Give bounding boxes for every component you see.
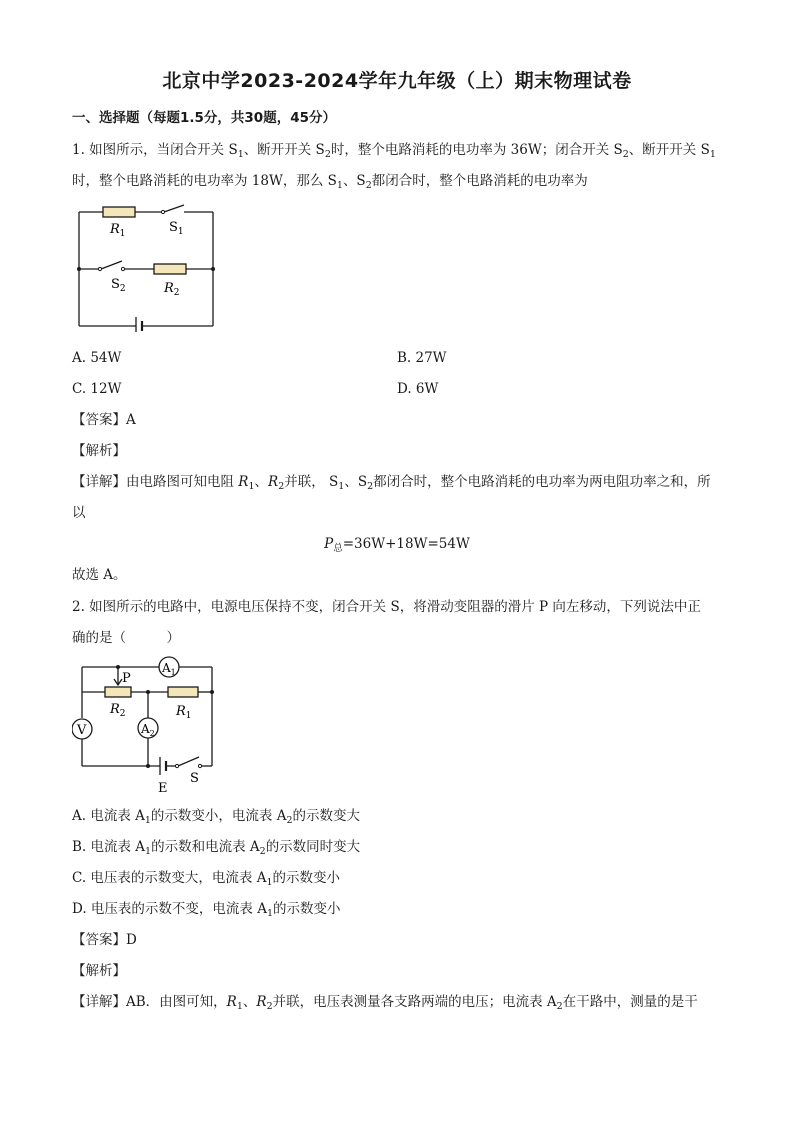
section-heading: 一、选择题（每题1.5分，共30题，45分） (72, 110, 336, 126)
q2-voltmeter-v: V (77, 723, 87, 738)
q2-label-p: P (122, 671, 131, 686)
q1-stem-line2: 时，整个电路消耗的电功率为 18W，那么 $S_1$、$S_2$都闭合时，整个电路消耗的电功率为 (72, 173, 588, 191)
q2-label-r1: $R_1$ (176, 704, 192, 721)
q2-stem-line2: 确的是（ ） (72, 630, 180, 646)
q2-option-d[interactable]: D. 电压表的示数不变，电流表 $A_1$的示数变小 (72, 901, 341, 919)
q2-circuit-diagram (72, 656, 222, 800)
q2-option-c[interactable]: C. 电压表的示数变大，电流表 $A_1$的示数变小 (72, 870, 341, 888)
q1-label-r2: $R_2$ (164, 281, 180, 298)
q1-stem-line1: 1. 如图所示，当闭合开关 $S_1$、断开开关 $S_2$时，整个电路消耗的电功率为 36W；闭合开关 $S_2$、断开开关 $S_1$ (72, 142, 716, 160)
q1-circuit-diagram (72, 200, 222, 336)
q1-option-d[interactable]: D. 6W (397, 381, 439, 397)
q1-formula: $P_总=36W+18W=54W$ (324, 536, 470, 554)
q2-detail-line1: 【详解】AB．由图可知，$R_1$、$R_2$并联，电压表测量各支路两端的电压；电流表 $A_2$在干路中，测量的是干 (72, 994, 698, 1012)
q1-conclusion: 故选 A。 (72, 567, 127, 583)
q2-label-r2: $R_2$ (110, 702, 126, 719)
q1-label-s1: $S_1$ (169, 220, 184, 237)
q1-option-a[interactable]: A. 54W (72, 350, 122, 366)
q2-option-b[interactable]: B. 电流表 $A_1$的示数和电流表 $A_2$的示数同时变大 (72, 839, 361, 857)
q2-analysis-label: 【解析】 (72, 963, 126, 979)
q1-option-c[interactable]: C. 12W (72, 381, 122, 397)
q2-ammeter-a2: $A_2$ (141, 722, 155, 738)
q2-answer: 【答案】D (72, 932, 137, 948)
q1-detail-line1: 【详解】由电路图可知电阻 $R_1$、$R_2$并联， $S_1$、$S_2$都闭合时，整个电路消耗的电功率为两电阻功率之和，所 (72, 474, 711, 492)
q2-option-a[interactable]: A. 电流表 $A_1$的示数变小，电流表 $A_2$的示数变大 (72, 808, 361, 826)
q1-label-s2: $S_2$ (111, 277, 126, 294)
q1-answer: 【答案】A (72, 412, 136, 428)
q2-stem-line1: 2. 如图所示的电路中，电源电压保持不变，闭合开关 S，将滑动变阻器的滑片 P 向左移动，下列说法中正 (72, 599, 701, 615)
q1-analysis-label: 【解析】 (72, 443, 126, 459)
q2-ammeter-a1: $A_1$ (162, 661, 176, 677)
q1-label-r1: $R_1$ (110, 222, 126, 239)
q1-detail-line2: 以 (72, 505, 86, 521)
page-title: 北京中学2023-2024学年九年级（上）期末物理试卷 (162, 70, 632, 92)
q2-label-s: S (190, 771, 199, 786)
q2-label-e: E (158, 781, 168, 796)
q1-option-b[interactable]: B. 27W (397, 350, 447, 366)
